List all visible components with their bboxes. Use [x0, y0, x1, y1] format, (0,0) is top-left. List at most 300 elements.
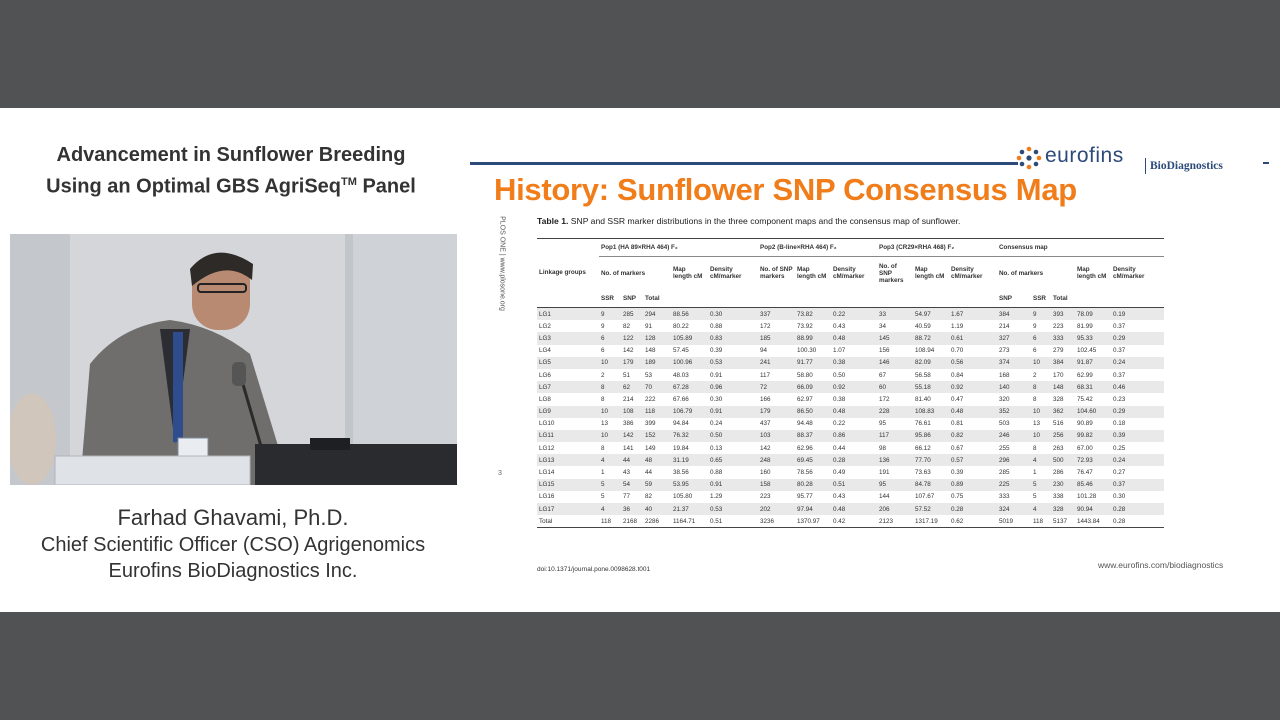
- table-cell: 6: [1033, 347, 1037, 355]
- consensus-ssr-header: SSR: [1031, 289, 1051, 308]
- table-cell: 352: [997, 406, 1031, 418]
- table-cell: 86.50: [795, 406, 831, 418]
- table-cell: 73.92: [797, 322, 813, 330]
- table-cell: 99.82: [1075, 430, 1111, 442]
- table-cell: 0.51: [831, 479, 877, 491]
- table-cell: 40.59: [915, 322, 931, 330]
- table-cell: 148: [645, 347, 656, 355]
- table-cell: 214: [623, 395, 634, 403]
- linkage-groups-header: Linkage groups: [539, 269, 586, 277]
- header-spacer: [758, 289, 795, 308]
- table-cell: 85.46: [1075, 479, 1111, 491]
- table-cell: 324: [997, 503, 1031, 515]
- table-cell: 0.48: [949, 406, 997, 418]
- table-cell: 0.49: [833, 469, 846, 477]
- table-cell: 2286: [643, 515, 671, 528]
- linkage-group-cell: LG17: [537, 503, 599, 515]
- table-cell: 0.22: [831, 308, 877, 321]
- consensus-markers-header: No. of markers: [999, 269, 1044, 277]
- table-row: [537, 369, 1164, 381]
- journal-side-label: [492, 208, 506, 328]
- table-cell: 2: [601, 371, 605, 379]
- table-cell: 0.70: [951, 347, 964, 355]
- table-cell: 0.65: [708, 454, 758, 466]
- table-cell: 117: [760, 371, 771, 379]
- table-row: [537, 332, 1164, 344]
- table-cell: 10: [599, 357, 621, 369]
- table-cell: 8: [1033, 444, 1037, 452]
- table-cell: 0.28: [949, 503, 997, 515]
- column-header-row: [537, 257, 1164, 290]
- table-cell: 8: [599, 381, 621, 393]
- table-cell: 214: [999, 322, 1010, 330]
- table-cell: 1.29: [710, 493, 723, 501]
- table-row: [537, 393, 1164, 405]
- table-row: [537, 320, 1164, 332]
- table-cell: 8: [1033, 395, 1037, 403]
- slide-title: History: Sunflower SNP Consensus Map: [494, 172, 1077, 207]
- table-cell: 60: [877, 381, 913, 393]
- slide-header-dash: [1263, 162, 1269, 164]
- table-cell: 285: [999, 469, 1010, 477]
- table-cell: 0.18: [1113, 420, 1126, 428]
- table-cell: 95.77: [797, 493, 813, 501]
- table-cell: 80.22: [673, 322, 689, 330]
- table-cell: 68.31: [1075, 381, 1111, 393]
- table-cell: 70: [643, 381, 671, 393]
- speaker-info: [0, 504, 466, 584]
- table-cell: 88.56: [671, 308, 708, 321]
- pop3-map-length-header: Map length cM: [915, 266, 945, 280]
- table-cell: 142: [760, 444, 771, 452]
- table-cell: 0.48: [831, 332, 877, 344]
- table-cell: 101.28: [1077, 493, 1097, 501]
- table-cell: 156: [879, 347, 890, 355]
- table-cell: 38.56: [673, 469, 689, 477]
- table-cell: 98: [879, 444, 887, 452]
- table-cell: 81.99: [1077, 322, 1093, 330]
- table-cell: 0.75: [951, 493, 964, 501]
- table-cell: 0.89: [949, 479, 997, 491]
- table-row: [537, 454, 1164, 466]
- table-cell: 223: [1053, 322, 1064, 330]
- table-cell: 273: [999, 347, 1010, 355]
- table-cell: 0.28: [1111, 503, 1164, 515]
- table-cell: 0.92: [831, 381, 877, 393]
- table-row: [537, 406, 1164, 418]
- linkage-group-cell: LG11: [537, 430, 599, 442]
- table-cell: 142: [621, 430, 643, 442]
- table-cell: 77: [623, 493, 631, 501]
- pop1-map-length-header: Map length cM: [673, 266, 703, 280]
- linkage-group-cell: LG5: [537, 357, 599, 369]
- table-cell: 222: [645, 395, 656, 403]
- pop3-snp-markers-header: No. of SNP markers: [879, 262, 904, 284]
- table-cell: 82.09: [913, 357, 949, 369]
- table-cell: 75.42: [1077, 395, 1093, 403]
- table-cell: 88.99: [795, 332, 831, 344]
- table-cell: 296: [997, 454, 1031, 466]
- table-cell: 91: [645, 322, 653, 330]
- linkage-group-cell: LG1: [537, 308, 599, 321]
- talk-title-line2-suffix: Panel: [356, 175, 416, 198]
- table-cell: 145: [877, 332, 913, 344]
- table-cell: 0.88: [710, 469, 723, 477]
- marker-distribution-table: [537, 238, 1164, 528]
- table-cell: 160: [760, 469, 771, 477]
- table-cell: 81.40: [915, 395, 931, 403]
- marker-type-header-row: [537, 289, 1164, 308]
- table-cell: 107.67: [915, 493, 935, 501]
- table-cell: 66.09: [795, 381, 831, 393]
- table-cell: 0.39: [710, 347, 723, 355]
- table-cell: 2168: [621, 515, 643, 528]
- table-cell: 185: [758, 332, 795, 344]
- talk-title-line2-text: Using an Optimal GBS AgriSeq: [46, 175, 342, 198]
- table-cell: 399: [645, 420, 656, 428]
- table-cell: 0.28: [831, 454, 877, 466]
- table-cell: 2123: [877, 515, 913, 528]
- table-cell: 10: [1031, 357, 1051, 369]
- table-cell: 53: [645, 371, 653, 379]
- table-cell: 108.94: [915, 347, 935, 355]
- linkage-group-cell: LG12: [539, 444, 555, 452]
- table-cell: 338: [1053, 493, 1064, 501]
- speaker-company: Eurofins BioDiagnostics Inc.: [108, 560, 358, 582]
- table-cell: 179: [621, 357, 643, 369]
- table-cell: 31.19: [671, 454, 708, 466]
- table-cell: 57.52: [913, 503, 949, 515]
- table-cell: 48: [643, 454, 671, 466]
- table-cell: 73.82: [795, 308, 831, 321]
- table-cell: 0.39: [1111, 430, 1164, 442]
- table-cell: 503: [999, 420, 1010, 428]
- presentation-frame: [0, 108, 1280, 612]
- table-cell: 62.96: [797, 444, 813, 452]
- table-cell: 141: [623, 444, 634, 452]
- table-row: [537, 430, 1164, 442]
- table-row: [537, 308, 1164, 321]
- table-cell: 5: [1031, 479, 1051, 491]
- table-cell: 95.86: [913, 430, 949, 442]
- table-cell: 0.24: [1111, 357, 1164, 369]
- table-cell: 59: [643, 479, 671, 491]
- table-row: [537, 479, 1164, 491]
- table-cell: 1: [601, 469, 605, 477]
- header-spacer: [831, 289, 877, 308]
- table-cell: 94.48: [797, 420, 813, 428]
- linkage-group-cell: LG8: [539, 395, 551, 403]
- table-cell: 140: [997, 381, 1031, 393]
- table-cell: 94.84: [673, 420, 689, 428]
- table-cell: 0.44: [833, 444, 846, 452]
- pop3-header: Pop3 (CR29×RHA 468) F₂: [877, 239, 997, 257]
- table-body: [537, 308, 1164, 528]
- table-cell: 0.38: [833, 395, 846, 403]
- table-cell: 95: [877, 479, 913, 491]
- table-cell: 0.38: [831, 357, 877, 369]
- table-cell: 122: [621, 332, 643, 344]
- table-cell: 437: [760, 420, 771, 428]
- table-cell: 44: [645, 469, 653, 477]
- table-cell: 19.84: [673, 444, 689, 452]
- table-cell: 285: [621, 308, 643, 321]
- pop1-header: Pop1 (HA 89×RHA 464) F₂: [599, 239, 758, 257]
- speaker-role: Chief Scientific Officer (CSO) Agrigenomics: [40, 534, 426, 556]
- table-cell: 10: [1031, 406, 1051, 418]
- table-cell: 191: [879, 469, 890, 477]
- table-cell: 54.97: [913, 308, 949, 321]
- table-cell: 0.30: [708, 308, 758, 321]
- table-cell: 76.61: [915, 420, 931, 428]
- table-cell: 118: [1031, 515, 1051, 528]
- table-cell: 88.72: [913, 332, 949, 344]
- table-cell: 0.43: [833, 322, 846, 330]
- table-row: [537, 491, 1164, 503]
- header-spacer: [671, 289, 708, 308]
- table-cell: 5: [601, 493, 605, 501]
- table-row: [537, 418, 1164, 430]
- table-cell: 393: [1051, 308, 1075, 321]
- table-cell: 225: [997, 479, 1031, 491]
- table-cell: 21.37: [671, 503, 708, 515]
- table-cell: 9: [1033, 322, 1037, 330]
- table-cell: 0.84: [951, 371, 964, 379]
- pop2-snp-markers-header: No. of SNP markers: [760, 266, 793, 280]
- table-cell: 0.50: [708, 430, 758, 442]
- table-row: [537, 503, 1164, 515]
- table-cell: 172: [760, 322, 771, 330]
- logo-word: eurofins: [1045, 144, 1124, 167]
- linkage-group-cell: LG7: [537, 381, 599, 393]
- table-cell: 104.60: [1075, 406, 1111, 418]
- table-cell: 0.37: [1113, 371, 1126, 379]
- table-cell: 91.77: [795, 357, 831, 369]
- linkage-group-cell: LG16: [539, 493, 555, 501]
- table-cell: 328: [1053, 395, 1064, 403]
- table-cell: 9: [1031, 308, 1051, 321]
- pop1-total-header: Total: [643, 289, 671, 308]
- table-cell: 1164.71: [671, 515, 708, 528]
- table-caption: [537, 216, 960, 226]
- table-cell: 172: [879, 395, 890, 403]
- table-cell: 62.97: [797, 395, 813, 403]
- header-spacer: [877, 289, 913, 308]
- table-cell: 0.46: [1111, 381, 1164, 393]
- table-cell: 5: [599, 479, 621, 491]
- table-cell: 82: [645, 493, 653, 501]
- table-cell: 0.67: [951, 444, 964, 452]
- header-spacer: [537, 239, 599, 257]
- header-spacer: [1075, 289, 1111, 308]
- table-cell: 100.96: [671, 357, 708, 369]
- table-cell: 263: [1053, 444, 1064, 452]
- table-cell: 0.24: [710, 420, 723, 428]
- table-cell: 1.67: [949, 308, 997, 321]
- table-cell: 9: [599, 308, 621, 321]
- table-cell: 57.45: [673, 347, 689, 355]
- table-cell: 118: [643, 406, 671, 418]
- table-cell: 90.94: [1075, 503, 1111, 515]
- header-spacer: [795, 289, 831, 308]
- table-cell: 337: [758, 308, 795, 321]
- table-cell: 0.24: [1111, 454, 1164, 466]
- pop2-density-header: Density cM/marker: [833, 266, 865, 280]
- table-cell: 230: [1051, 479, 1075, 491]
- table-cell: 1317.19: [913, 515, 949, 528]
- table-cell: 189: [643, 357, 671, 369]
- table-cell: 9: [601, 322, 605, 330]
- header-spacer: [708, 289, 758, 308]
- table-cell: 0.42: [831, 515, 877, 528]
- table-cell: 294: [643, 308, 671, 321]
- table-cell: 97.94: [795, 503, 831, 515]
- table-cell: 146: [877, 357, 913, 369]
- table-cell: 0.28: [1111, 515, 1164, 528]
- table-cell: 0.88: [710, 322, 723, 330]
- table-cell: 0.91: [710, 371, 723, 379]
- table-cell: 248: [758, 454, 795, 466]
- linkage-group-cell: LG9: [537, 406, 599, 418]
- table-cell: 78.56: [797, 469, 813, 477]
- table-cell: 66.12: [915, 444, 931, 452]
- table-cell: 255: [999, 444, 1010, 452]
- table-cell: 5: [1033, 493, 1037, 501]
- table-cell: 105.89: [671, 332, 708, 344]
- site-url: www.eurofins.com/biodiagnostics: [1098, 560, 1224, 570]
- table-cell: 78.09: [1075, 308, 1111, 321]
- table-cell: 40: [643, 503, 671, 515]
- table-cell: 256: [1051, 430, 1075, 442]
- marker-table: [537, 238, 1164, 528]
- table-cell: 5019: [997, 515, 1031, 528]
- table-cell: 0.37: [1113, 322, 1126, 330]
- table-cell: 0.82: [949, 430, 997, 442]
- slide: [470, 144, 1280, 582]
- header-spacer: [949, 289, 997, 308]
- table-cell: 0.51: [708, 515, 758, 528]
- table-cell: 108.83: [913, 406, 949, 418]
- table-cell: 149: [645, 444, 656, 452]
- table-row: [537, 345, 1164, 357]
- table-cell: 4: [599, 454, 621, 466]
- table-cell: 117: [877, 430, 913, 442]
- table-cell: 5137: [1051, 515, 1075, 528]
- table-row: [537, 381, 1164, 393]
- linkage-group-cell: LG2: [539, 322, 551, 330]
- table-cell: 0.92: [949, 381, 997, 393]
- table-cell: 0.56: [949, 357, 997, 369]
- table-cell: 73.63: [915, 469, 931, 477]
- slide-header-rule: [470, 162, 1018, 165]
- table-cell: 142: [623, 347, 634, 355]
- table-cell: 0.47: [951, 395, 964, 403]
- linkage-group-cell: LG15: [537, 479, 599, 491]
- table-cell: 384: [1051, 357, 1075, 369]
- table-cell: 67.00: [1077, 444, 1093, 452]
- table-cell: 0.83: [708, 332, 758, 344]
- table-cell: 84.78: [913, 479, 949, 491]
- table-cell: 286: [1053, 469, 1064, 477]
- table-cell: 44: [621, 454, 643, 466]
- table-cell: 10: [1031, 430, 1051, 442]
- consensus-map-length-header: Map length cM: [1077, 266, 1107, 280]
- pop1-ssr-header: SSR: [599, 289, 621, 308]
- linkage-group-cell: Total: [537, 515, 599, 528]
- header-spacer: [537, 289, 599, 308]
- table-cell: 223: [760, 493, 771, 501]
- speaker-video-scene: [10, 234, 457, 485]
- header-spacer: [1111, 289, 1164, 308]
- table-cell: 6: [1031, 332, 1051, 344]
- table-cell: 1: [1033, 469, 1037, 477]
- linkage-group-cell: LG14: [539, 469, 555, 477]
- table-cell: 34: [879, 322, 887, 330]
- table-caption-label: Table 1.: [537, 216, 569, 226]
- table-cell: 4: [599, 503, 621, 515]
- table-row: [537, 466, 1164, 478]
- table-cell: 103: [758, 430, 795, 442]
- table-cell: 108: [621, 406, 643, 418]
- table-cell: 67: [879, 371, 887, 379]
- table-cell: 76.32: [671, 430, 708, 442]
- table-cell: 55.18: [913, 381, 949, 393]
- table-cell: 53.95: [671, 479, 708, 491]
- table-cell: 0.37: [1111, 479, 1164, 491]
- table-cell: 62: [621, 381, 643, 393]
- pop2-map-length-header: Map length cM: [797, 266, 827, 280]
- table-cell: 13: [601, 420, 609, 428]
- speaker-name: Farhad Ghavami, Ph.D.: [117, 505, 349, 530]
- table-cell: 152: [643, 430, 671, 442]
- table-cell: 0.48: [831, 406, 877, 418]
- table-caption-text: SNP and SSR marker distributions in the three component maps and the consensus map of sunflower.: [568, 216, 961, 226]
- table-row: [537, 357, 1164, 369]
- table-cell: 0.25: [1113, 444, 1126, 452]
- table-cell: 374: [997, 357, 1031, 369]
- table-cell: 82: [623, 322, 631, 330]
- table-cell: 333: [1051, 332, 1075, 344]
- table-cell: 0.30: [710, 395, 723, 403]
- table-cell: 362: [1051, 406, 1075, 418]
- table-cell: 0.22: [833, 420, 846, 428]
- table-cell: 88.37: [795, 430, 831, 442]
- table-cell: 4: [1031, 454, 1051, 466]
- table-cell: 8: [1031, 381, 1051, 393]
- table-cell: 90.89: [1077, 420, 1093, 428]
- table-cell: 76.47: [1077, 469, 1093, 477]
- table-cell: 136: [877, 454, 913, 466]
- table-cell: 0.86: [831, 430, 877, 442]
- table-doi: doi:10.1371/journal.pone.0098628.t001: [537, 566, 651, 573]
- talk-title-line1: Advancement in Sunflower Breeding: [56, 144, 406, 166]
- table-cell: 327: [997, 332, 1031, 344]
- table-cell: 13: [1033, 420, 1041, 428]
- table-cell: 95: [879, 420, 887, 428]
- table-cell: 241: [758, 357, 795, 369]
- pop3-density-header: Density cM/marker: [951, 266, 983, 280]
- table-cell: 328: [1051, 503, 1075, 515]
- table-cell: 43: [623, 469, 631, 477]
- table-cell: 77.70: [913, 454, 949, 466]
- table-cell: 0.48: [831, 503, 877, 515]
- table-cell: 72: [758, 381, 795, 393]
- table-cell: 80.28: [795, 479, 831, 491]
- table-cell: 62.99: [1077, 371, 1093, 379]
- table-cell: 1.07: [833, 347, 846, 355]
- table-cell: 228: [877, 406, 913, 418]
- total-row: [537, 515, 1164, 528]
